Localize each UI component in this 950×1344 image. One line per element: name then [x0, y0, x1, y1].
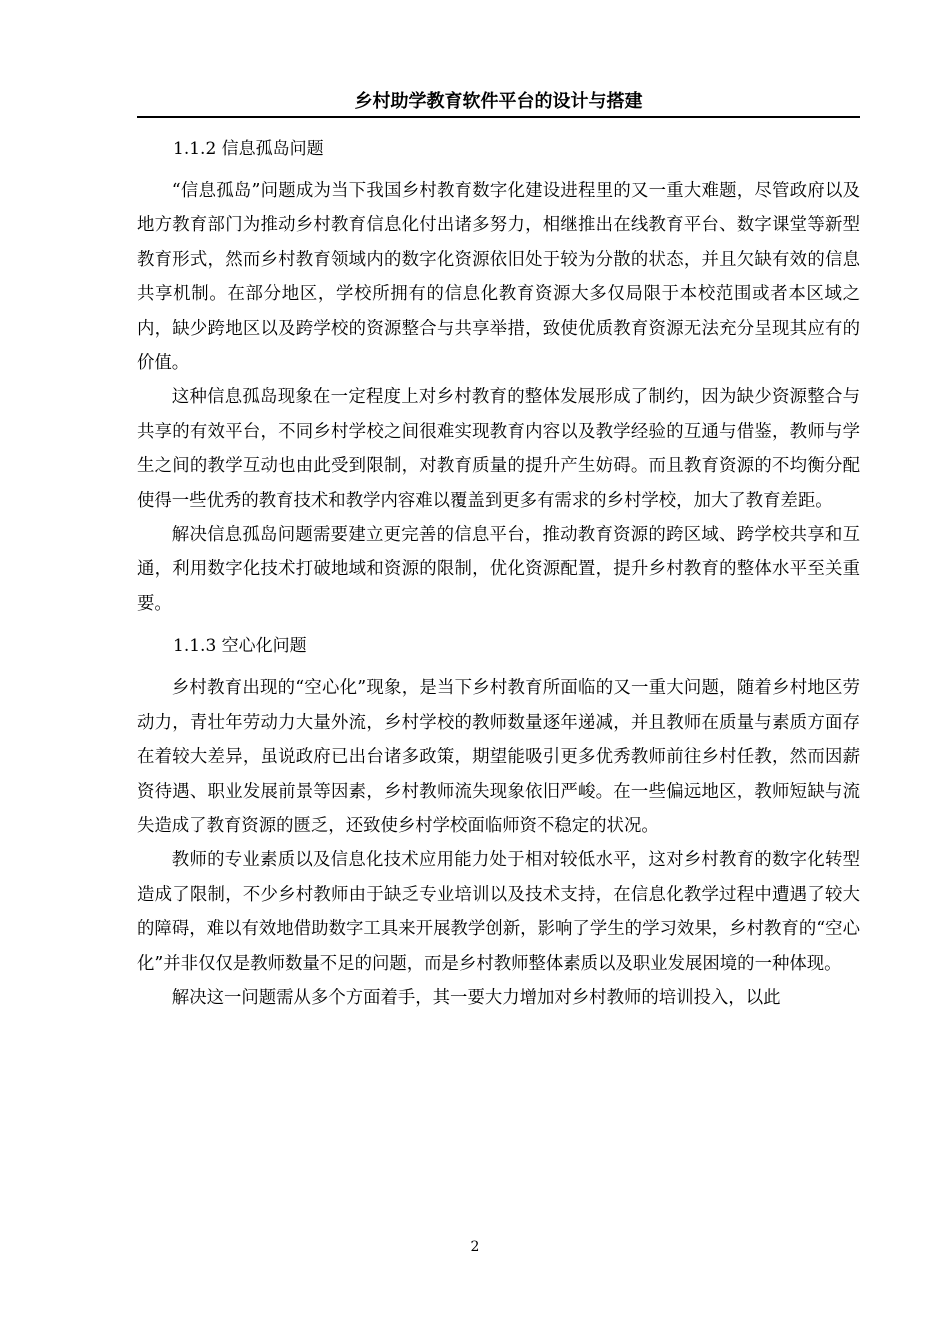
- paragraph: 这种信息孤岛现象在一定程度上对乡村教育的整体发展形成了制约，因为缺少资源整合与共享的有效平台，不同乡村学校之间很难实现教育内容以及教学经验的互通与借鉴，教师与学生之间的教学互动也由此受到限制，对教育质量的提升产生妨碍。而且教育资源的不均衡分配使得一些优秀的教育技术和教学内容难以覆盖到更多有需求的乡村学校，加大了教育差距。: [137, 387, 860, 511]
- paragraph: 解决信息孤岛问题需要建立更完善的信息平台，推动教育资源的跨区域、跨学校共享和互通，利用数字化技术打破地域和资源的限制，优化资源配置，提升乡村教育的整体水平至关重要。: [137, 525, 860, 614]
- page-number: 2: [470, 1239, 480, 1255]
- section-heading-info-island: 1.1.2 信息孤岛问题: [173, 139, 324, 159]
- paragraph: “信息孤岛”问题成为当下我国乡村教育数字化建设进程里的又一重大难题，尽管政府以及地方教育部门为推动乡村教育信息化付出诸多努力，相继推出在线教育平台、数字课堂等新型教育形式，然而乡村教育领域内的数字化资源依旧处于较为分散的状态，并且欠缺有效的信息共享机制。在部分地区，学校所拥有的信息化教育资源大多仅局限于本校范围或者本区域之内，缺少跨地区以及跨学校的资源整合与共享举措，致使优质教育资源无法充分呈现其应有的价值。: [137, 181, 860, 374]
- page-body: [137, 132, 860, 1015]
- running-header-title: 乡村助学教育软件平台的设计与搭建: [354, 91, 643, 112]
- paragraph: 教师的专业素质以及信息化技术应用能力处于相对较低水平，这对乡村教育的数字化转型造成了限制，不少乡村教师由于缺乏专业培训以及技术支持，在信息化教学过程中遭遇了较大的障碍，难以有效地借助数字工具来开展教学创新，影响了学生的学习效果，乡村教育的“空心化”并非仅仅是教师数量不足的问题，而是乡村教师整体素质以及职业发展困境的一种体现。: [137, 850, 860, 974]
- header-rule: [137, 116, 860, 118]
- paragraph: 解决这一问题需从多个方面着手，其一要大力增加对乡村教师的培训投入，以此: [171, 987, 781, 1008]
- paragraph: 乡村教育出现的“空心化”现象，是当下乡村教育所面临的又一重大问题，随着乡村地区劳动力，青壮年劳动力大量外流，乡村学校的教师数量逐年递减，并且教师在质量与素质方面存在着较大差异，虽说政府已出台诸多政策，期望能吸引更多优秀教师前往乡村任教，然而因薪资待遇、职业发展前景等因素，乡村教师流失现象依旧严峻。在一些偏远地区，教师短缺与流失造成了教育资源的匮乏，还致使乡村学校面临师资不稳定的状况。: [137, 678, 860, 836]
- section-heading-hollowing: 1.1.3 空心化问题: [173, 636, 307, 657]
